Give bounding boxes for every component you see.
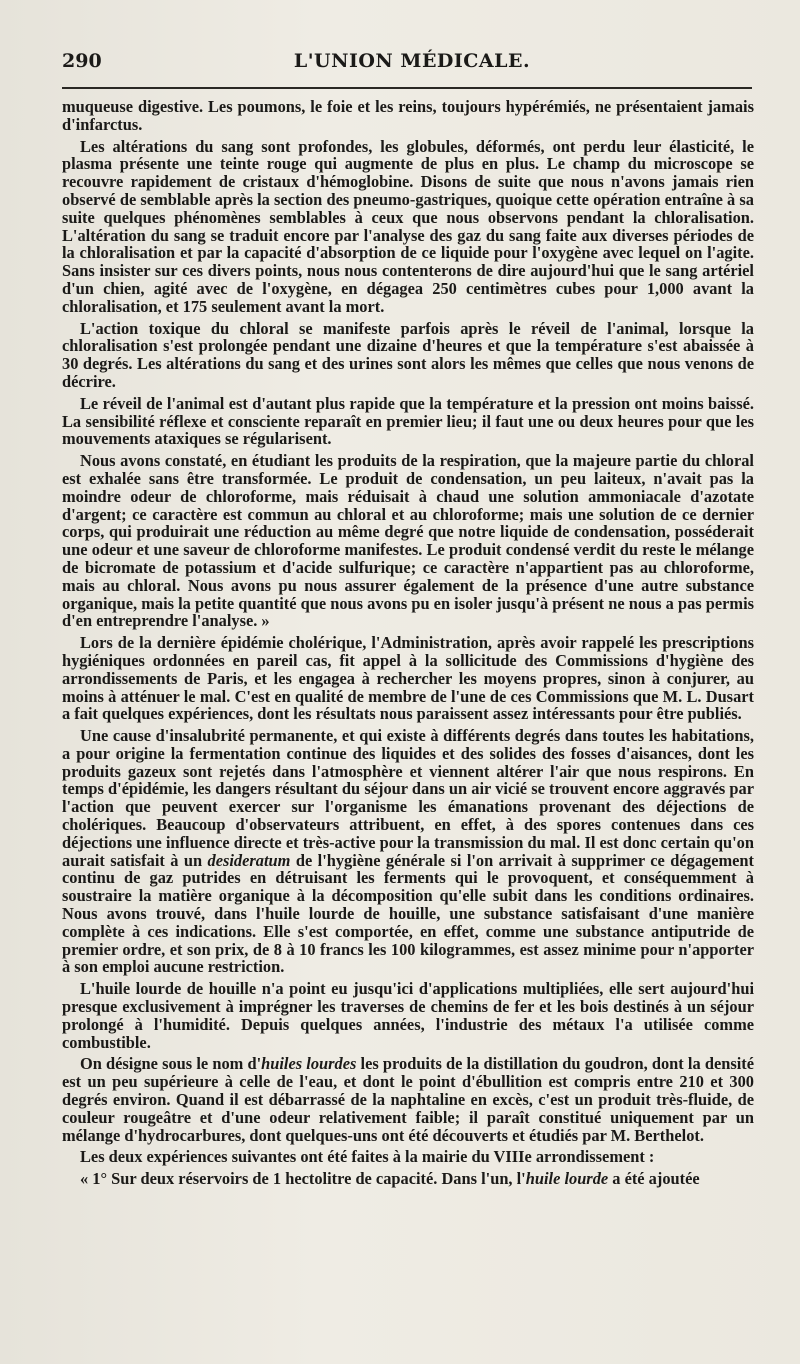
running-title: L'UNION MÉDICALE. (293, 50, 531, 72)
paragraph: Le réveil de l'animal est d'autant plus rapide que la température et la pression ont moins baissé. La sensibilité réflexe et consciente reparaît en premier lieu; il faut une ou deux heures pour que les mouvements ataxiques se régularisent. (62, 393, 754, 449)
paragraph: L'huile lourde de houille n'a point eu jusqu'ici d'applications multipliées, elle sert aujourd'hui presque exclusivement à imprégner les traverses de chemins de fer et les bois destinés à un séjour prolongé à l'humidité. Depuis quelques années, l'industrie des métaux l'a utilisée comme combustible. (62, 979, 754, 1052)
page-header (62, 50, 762, 80)
paragraph: « 1° Sur deux réservoirs de 1 hectolitre de capacité. Dans l'un, l'huile lourde a été ajoutée (80, 1169, 700, 1189)
article-body (62, 98, 754, 1192)
paragraph: Lors de la dernière épidémie cholérique, l'Administration, après avoir rappelé les prescriptions hygiéniques ordonnées en pareil cas, fit appel à la sollicitude des Commissions d'hygiène des arrondissements de Paris, et les engagea à rechercher les moyens propres, sinon à conjurer, au moins à atténuer le mal. C'est en qualité de membre de l'une de ces Commissions que M. L. Dusart a fait quelques expériences, dont les résultats nous paraissent assez intéressants pour être publiés. (62, 633, 754, 724)
header-rule (62, 87, 752, 89)
paragraph: L'action toxique du chloral se manifeste parfois après le réveil de l'animal, lorsque la chloralisation s'est prolongée pendant une dizaine d'heures et que la température s'est abaissée à 30 degrés. Les altérations du sang et des urines sont alors les mêmes que celles que nous venons de décrire. (62, 318, 754, 391)
italic-term: huile lourde (525, 1169, 609, 1189)
paragraph: On désigne sous le nom d'huiles lourdes les produits de la distillation du goudron, dont la densité est un peu supérieure à celle de l'eau, et dont le point d'ébullition est compris entre 210 et 300 degrés environ. Quand il est débarrassé de la naphtaline en excès, c'est un produit très-fluide, de couleur rougeâtre et d'une odeur relativement faible; il paraît constitué uniquement par un mélange d'hydrocarbures, dont quelques-uns ont été découverts et étudiés par M. Berthelot. (62, 1054, 754, 1145)
page-number: 290 (62, 50, 102, 72)
paragraph: Les altérations du sang sont profondes, les globules, déformés, ont perdu leur élasticité, le plasma présente une teinte rouge qui augmente de plus en plus. Le champ du microscope se recouvre rapidement de cristaux d'hémoglobine. Disons de suite que nous n'avons jamais rien observé de semblable après la section des pneumo-gastriques, quoique cette opération entraîne à sa suite quelques phénomènes semblables à ceux que nous observons pendant la chloralisation. L'altération du sang se traduit encore par l'analyse des gaz du sang faite aux diverses périodes de la chloralisation et par la capacité d'absorption de ce liquide pour l'oxygène avec lequel on l'agite. Sans insister sur ces divers points, nous nous contenterons de dire aujourd'hui que le sang artériel d'un chien, agité avec de l'oxygène, en dégagea 250 centimètres cubes pour 1,000 avant la chloralisation, et 175 seulement avant la mort. (62, 136, 754, 316)
paragraph: Nous avons constaté, en étudiant les produits de la respiration, que la majeure partie du chloral est exhalée sans être transformée. Le produit de condensation, un peu laiteux, n'avait pas la moindre odeur de chloroforme, mais réduisait à chaud une solution ammoniacale d'azotate d'argent; ce caractère est commun au chloral et au chloroforme; mais une solution de ce dernier corps, qui produirait une réduction au même degré que notre liquide de condensation, posséderait une odeur et une saveur de chloroforme manifestes. Le produit condensé verdit du reste le mélange de bicromate de potassium et d'acide sulfurique; ce caractère n'appartient pas au chloroforme, mais au chloral. Nous avons pu nous assurer également de la présence d'une autre substance organique, mais la petite quantité que nous avons pu en isoler jusqu'à présent ne nous a pas permis d'en entreprendre l'analyse. » (62, 451, 754, 631)
paragraph: Une cause d'insalubrité permanente, et qui existe à différents degrés dans toutes les habitations, a pour origine la fermentation continue des liquides et des solides des fosses d'aisances, dont les produits gazeux sont rejetés dans l'atmosphère et viennent altérer l'air que nous respirons. En temps d'épidémie, les dangers résultant du séjour dans un air vicié se trouvent encore aggravés par l'action que peuvent exercer sur l'organisme les émanations provenant des déjections de cholériques. Beaucoup d'observateurs attribuent, en effet, à des spores contenues dans ces déjections une influence directe et très-active pour la transmission du mal. Il est donc certain qu'on aurait satisfait à un desideratum de l'hygiène générale si l'on arrivait à supprimer ce dégagement continu de gaz putrides en détruisant les ferments qui le provoquent, et conséquemment à soustraire la matière organique à la décomposition qu'elle subit dans les conditions ordinaires. Nous avons trouvé, dans l'huile lourde de houille, une substance satisfaisant d'une manière complète à ces indications. Elle s'est comportée, en effet, comme une substance antiputride de premier ordre, et son prix, de 8 à 10 francs les 100 kilogrammes, est assez minime pour n'apporter à son emploi aucune restriction. (62, 726, 754, 977)
italic-term: huiles lourdes (261, 1054, 357, 1074)
italic-term: desideratum (207, 850, 291, 870)
paragraph: muqueuse digestive. Les poumons, le foie et les reins, toujours hypérémiés, ne présentaient jamais d'infarctus. (62, 97, 754, 134)
paragraph: Les deux expériences suivantes ont été faites à la mairie du VIIIe arrondissement : (80, 1147, 655, 1167)
